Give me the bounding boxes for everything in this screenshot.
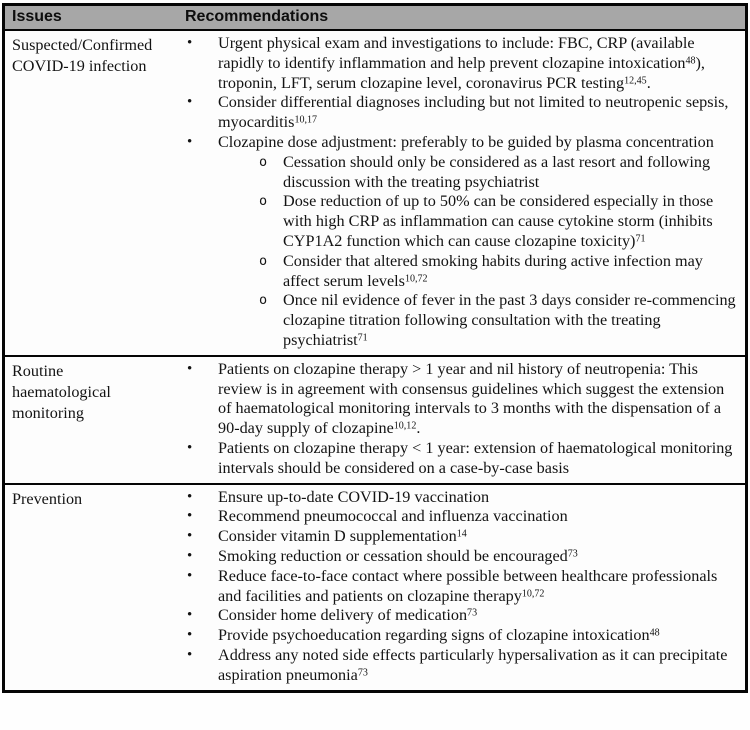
list-item-text: Once nil evidence of fever in the past 3 days consider re-commencing clozapine titration following consultation with the treating psychiatrist$^{71}$	[283, 291, 736, 349]
sub-list-item	[253, 252, 741, 292]
recommendations-column-header: Recommendations	[185, 8, 329, 25]
list-item	[182, 133, 741, 153]
list-item-text: Consider differential diagnoses including but not limited to neutropenic sepsis, myocarditis$^{10,17}$	[218, 93, 729, 132]
list-item	[182, 93, 741, 133]
issue-cell: Routine haematological monitoring	[12, 361, 111, 422]
recommendations-cell	[182, 488, 745, 686]
bullet-icon: •	[187, 607, 193, 624]
list-item	[182, 626, 741, 646]
list-item-text: Patients on clozapine therapy > 1 year and nil history of neutropenia: This review is in agreement with consensus guidelines which suggest the extension of haematological monitoring intervals to 3 months with the dispensation of a 90-day supply of clozapine$^{10,12}$.	[218, 359, 725, 438]
table-row	[5, 485, 745, 690]
bullet-icon: •	[187, 567, 193, 584]
circle-bullet-icon: o	[259, 252, 268, 269]
sub-list-item	[253, 291, 741, 350]
list-item-text: Patients on clozapine therapy < 1 year: extension of haematological monitoring intervals should be considered on a case-by-case basis	[218, 438, 733, 477]
list-item	[182, 439, 741, 479]
list-item-text: Reduce face-to-face contact where possible between healthcare professionals and facilities and patients on clozapine therapy$^{10,72}$	[218, 566, 718, 605]
bullet-icon: •	[187, 547, 193, 564]
bullet-icon: •	[187, 133, 193, 150]
list-item-text: Recommend pneumococcal and influenza vaccination	[218, 507, 568, 526]
table-body	[5, 31, 745, 690]
issues-recommendations-table	[2, 3, 748, 693]
list-item-text: Consider that altered smoking habits during active infection may affect serum levels$^{10,72}$	[283, 251, 703, 290]
list-item-text: Cessation should only be considered as a last resort and following discussion with the treating psychiatrist	[283, 152, 711, 191]
list-item-text: Consider vitamin D supplementation$^{14}$	[218, 527, 467, 546]
table-row	[5, 31, 745, 357]
list-item	[182, 360, 741, 439]
bullet-icon: •	[187, 360, 193, 377]
bullet-icon: •	[187, 508, 193, 525]
recommendations-cell	[182, 34, 745, 351]
list-item-text: Consider home delivery of medication$^{73}$	[218, 606, 478, 625]
bullet-icon: •	[187, 94, 193, 111]
list-item-text: Provide psychoeducation regarding signs of clozapine intoxication$^{48}$	[218, 626, 660, 645]
list-item	[182, 567, 741, 607]
list-item-text: Clozapine dose adjustment: preferably to be guided by plasma concentration	[218, 132, 714, 151]
list-item	[182, 34, 741, 93]
list-item-text: Dose reduction of up to 50% can be considered especially in those with high CRP as inflammation can cause cytokine storm (inhibits CYP1A2 function which can cause clozapine toxicity)$^{71}$	[283, 192, 714, 250]
circle-bullet-icon: o	[259, 292, 268, 309]
list-item-text: Urgent physical exam and investigations to include: FBC, CRP (available rapidly to identify inflammation and help prevent clozapine intoxication$^{48}$), troponin, LFT, serum clozapine level, coronavirus PCR testing$^{12,45}$.	[218, 34, 705, 92]
bullet-icon: •	[187, 35, 193, 51]
list-item	[182, 646, 741, 686]
list-item	[182, 547, 741, 567]
list-item-text: Smoking reduction or cessation should be encouraged$^{73}$	[218, 546, 578, 565]
table-row	[5, 357, 745, 485]
table-header-row	[5, 6, 745, 31]
list-item	[182, 606, 741, 626]
list-item-text: Ensure up-to-date COVID-19 vaccination	[218, 487, 490, 506]
bullet-icon: •	[187, 627, 193, 644]
bullet-icon: •	[187, 528, 193, 545]
sub-list-item	[253, 153, 741, 193]
bullet-icon: •	[187, 488, 193, 505]
list-item	[182, 488, 741, 508]
recommendations-cell	[182, 360, 745, 479]
bullet-icon: •	[187, 646, 193, 663]
issue-cell: Suspected/Confirmed COVID-19 infection	[12, 36, 153, 75]
sub-list-item	[253, 192, 741, 251]
circle-bullet-icon: o	[259, 153, 268, 170]
issues-column-header: Issues	[12, 8, 62, 25]
issue-cell: Prevention	[12, 489, 83, 508]
bullet-icon: •	[187, 439, 193, 456]
circle-bullet-icon: o	[259, 193, 268, 210]
list-item-text: Address any noted side effects particularly hypersalivation as it can precipitate aspiration pneumonia$^{73}$	[218, 645, 728, 684]
list-item	[182, 507, 741, 527]
list-item	[182, 527, 741, 547]
